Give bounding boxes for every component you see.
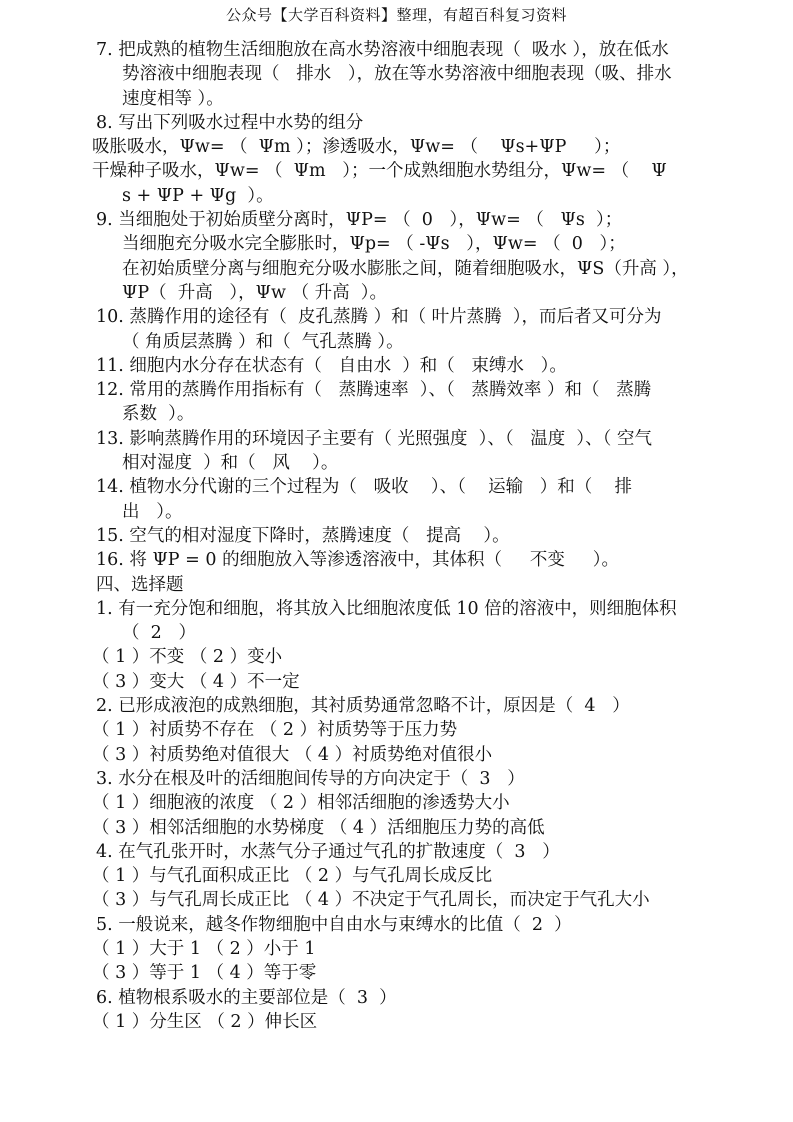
text-line: 8. 写出下列吸水过程中水势的组分 (96, 112, 364, 133)
text-line: 13. 影响蒸腾作用的环境因子主要有（ 光照强度 ）、（ 温度 ）、（ 空气 (96, 428, 652, 449)
text-line: 11. 细胞内水分存在状态有（ 自由水 ）和（ 束缚水 ）。 (96, 355, 567, 376)
text-line: （ 3 ）相邻活细胞的水势梯度 （ 4 ）活细胞压力势的高低 (92, 817, 545, 838)
text-line: 16. 将 ΨP = 0 的细胞放入等渗透溶液中，其体积（ 不变 ）。 (96, 550, 619, 571)
text-line: （ 1 ）分生区 （ 2 ）伸长区 (92, 1011, 318, 1032)
text-line: 7. 把成熟的植物生活细胞放在高水势溶液中细胞表现（ 吸水 ），放在低水 (96, 40, 669, 60)
text-line: 1. 有一充分饱和细胞，将其放入比细胞浓度低 10 倍的溶液中，则细胞体积 (96, 598, 677, 619)
text-line: 5. 一般说来，越冬作物细胞中自由水与束缚水的比值（ 2 ） (96, 914, 572, 935)
text-line: （ 1 ）衬质势不存在 （ 2 ）衬质势等于压力势 (92, 720, 458, 741)
text-line: 速度相等 ）。 (122, 88, 224, 109)
text-line: 干燥种子吸水，Ψw= （ Ψm ）；一个成熟细胞水势组分，Ψw= （ Ψ (92, 161, 667, 182)
text-line: 14. 植物水分代谢的三个过程为（ 吸收 ）、（ 运输 ）和（ 排 (96, 477, 633, 498)
text-line: 当细胞充分吸水完全膨胀时，Ψp= （ -Ψs ），Ψw= （ 0 ）； (122, 234, 626, 255)
text-line: （ 角质层蒸腾 ）和（ 气孔蒸腾 ）。 (122, 331, 404, 352)
text-line: （ 2 ） (122, 623, 196, 644)
text-line: （ 1 ）大于 1 （ 2 ）小于 1 (92, 938, 316, 959)
document-body (92, 38, 721, 1034)
text-line: （ 1 ）不变 （ 2 ）变小 (92, 647, 283, 668)
text-line: （ 3 ）衬质势绝对值很大 （ 4 ）衬质势绝对值很小 (92, 744, 493, 765)
text-line: 四、选择题 (96, 574, 184, 595)
page-header: 公众号【大学百科资料】整理，有超百科复习资料 (225, 6, 567, 24)
text-line: 在初始质壁分离与细胞充分吸水膨胀之间，随着细胞吸水，ΨS（升高 ）， (122, 258, 689, 279)
text-line: （ 3 ）与气孔周长成正比 （ 4 ）不决定于气孔周长，而决定于气孔大小 (92, 890, 650, 911)
text-line: ΨP（ 升高 ），Ψw （ 升高 ）。 (122, 282, 388, 303)
text-line: 15. 空气的相对湿度下降时，蒸腾速度（ 提高 ）。 (96, 525, 510, 546)
text-line: 相对湿度 ）和（ 风 ）。 (122, 453, 339, 474)
text-line: s + ΨP + Ψg ）。 (122, 185, 274, 206)
text-line: 6. 植物根系吸水的主要部位是（ 3 ） (96, 987, 397, 1008)
text-line: （ 3 ）变大 （ 4 ）不一定 (92, 671, 300, 692)
text-line: 9. 当细胞处于初始质壁分离时，ΨP= （ 0 ），Ψw= （ Ψs ）； (96, 210, 623, 231)
text-line: （ 1 ）细胞液的浓度 （ 2 ）相邻活细胞的渗透势大小 (92, 793, 510, 814)
text-line: 系数 ）。 (122, 404, 195, 425)
text-line: 2. 已形成液泡的成熟细胞，其衬质势通常忽略不计，原因是（ 4 ） (96, 696, 630, 717)
text-line: 4. 在气孔张开时，水蒸气分子通过气孔的扩散速度（ 3 ） (96, 841, 560, 862)
text-line: 势溶液中细胞表现（ 排水 ），放在等水势溶液中细胞表现（吸、排水 (122, 64, 672, 85)
text-line: 12. 常用的蒸腾作用指标有（ 蒸腾速率 ）、（ 蒸腾效率 ）和（ 蒸腾 (96, 380, 652, 401)
text-line: 吸胀吸水，Ψw= （ Ψm ）；渗透吸水，Ψw= （ Ψs+ΨP ）； (92, 137, 621, 158)
text-line: 3. 水分在根及叶的活细胞间传导的方向决定于（ 3 ） (96, 768, 525, 789)
text-line: （ 3 ）等于 1 （ 4 ）等于零 (92, 963, 317, 984)
text-line: （ 1 ）与气孔面积成正比 （ 2 ）与气孔周长成反比 (92, 866, 493, 887)
text-line: 出 ）。 (122, 501, 183, 522)
text-line: 10. 蒸腾作用的途径有（ 皮孔蒸腾 ）和（ 叶片蒸腾 ），而后者又可分为 (96, 307, 662, 328)
